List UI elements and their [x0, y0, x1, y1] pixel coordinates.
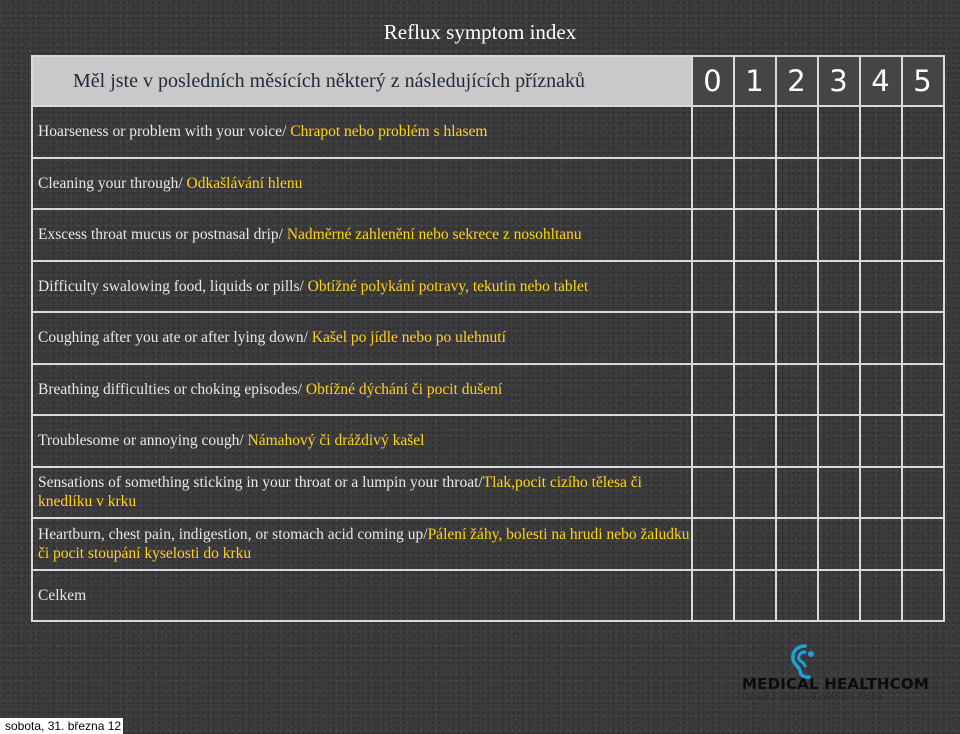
score-cell-1[interactable] — [734, 158, 776, 210]
score-cell-3[interactable] — [818, 158, 860, 210]
symptom-label — [32, 364, 692, 416]
score-cell-3[interactable] — [818, 518, 860, 570]
score-cell-4[interactable] — [860, 261, 902, 313]
score-cell-2[interactable] — [776, 261, 818, 313]
symptom-czech: Obtížné polykání potravy, tekutin nebo tablet — [307, 277, 589, 295]
score-cell-4[interactable] — [860, 106, 902, 158]
symptom-label — [32, 518, 692, 570]
score-cell-5[interactable] — [902, 312, 944, 364]
score-header-2: 2 — [776, 56, 818, 106]
score-cell-5[interactable] — [902, 106, 944, 158]
score-cell-3[interactable] — [818, 570, 860, 622]
score-cell-4[interactable] — [860, 570, 902, 622]
score-cell-2[interactable] — [776, 467, 818, 519]
symptom-czech: Nadměrné zahlenění nebo sekrece z nosohltanu — [286, 226, 582, 244]
score-cell-0[interactable] — [692, 518, 734, 570]
score-cell-1[interactable] — [734, 518, 776, 570]
score-cell-3[interactable] — [818, 467, 860, 519]
symptom-czech: Obtížné dýchání či pocit dušení — [305, 380, 503, 398]
symptom-english: Sensations of something sticking in your throat or a lumpin your throat/ — [38, 474, 483, 492]
score-cell-3[interactable] — [818, 106, 860, 158]
symptom-english: Difficulty swalowing food, liquids or pills/ — [38, 277, 308, 295]
symptom-label — [32, 467, 692, 519]
score-cell-0[interactable] — [692, 467, 734, 519]
score-header-5: 5 — [902, 56, 944, 106]
score-cell-1[interactable] — [734, 312, 776, 364]
table-row — [32, 158, 944, 210]
score-cell-5[interactable] — [902, 467, 944, 519]
score-cell-2[interactable] — [776, 415, 818, 467]
symptom-english: Hoarseness or problem with your voice/ — [38, 123, 291, 141]
symptom-czech: Námahový či dráždivý kašel — [247, 432, 425, 450]
table-row — [32, 415, 944, 467]
symptom-rows — [32, 106, 944, 621]
symptom-czech: Pálení žáhy, bolesti na hrudi nebo žaludku či pocit stoupání kyselosti do krku — [38, 525, 690, 562]
score-cell-4[interactable] — [860, 518, 902, 570]
symptom-english: Exscess throat mucus or postnasal drip/ — [38, 226, 287, 244]
table-row — [32, 106, 944, 158]
score-cell-4[interactable] — [860, 158, 902, 210]
score-cell-2[interactable] — [776, 209, 818, 261]
header-question: Měl jste v posledních měsících některý z následujících příznaků — [32, 56, 692, 106]
symptom-english: Breathing difficulties or choking episodes/ — [38, 380, 306, 398]
score-cell-1[interactable] — [734, 467, 776, 519]
score-cell-0[interactable] — [692, 158, 734, 210]
symptom-label — [32, 158, 692, 210]
symptom-czech: Tlak,pocit cizího tělesa či knedlíku v krku — [38, 474, 642, 511]
score-cell-1[interactable] — [734, 106, 776, 158]
score-cell-5[interactable] — [902, 570, 944, 622]
symptom-table — [31, 55, 945, 622]
table-header-row — [32, 56, 944, 106]
score-cell-2[interactable] — [776, 364, 818, 416]
symptom-czech: Kašel po jídle nebo po ulehnutí — [311, 329, 506, 347]
symptom-label — [32, 415, 692, 467]
score-cell-1[interactable] — [734, 415, 776, 467]
score-cell-5[interactable] — [902, 158, 944, 210]
score-cell-3[interactable] — [818, 209, 860, 261]
symptom-english: Heartburn, chest pain, indigestion, or stomach acid coming up/ — [38, 525, 428, 543]
score-cell-3[interactable] — [818, 261, 860, 313]
score-cell-1[interactable] — [734, 261, 776, 313]
symptom-czech: Odkašlávání hlenu — [186, 174, 303, 192]
symptom-english: Coughing after you ate or after lying down/ — [38, 329, 312, 347]
symptom-label — [32, 209, 692, 261]
score-cell-2[interactable] — [776, 518, 818, 570]
score-cell-0[interactable] — [692, 415, 734, 467]
table-row — [32, 312, 944, 364]
logo-subtitle: Ušové a sluchové centrum Praha — [742, 693, 883, 703]
score-cell-1[interactable] — [734, 364, 776, 416]
table-row — [32, 364, 944, 416]
score-cell-5[interactable] — [902, 261, 944, 313]
score-cell-4[interactable] — [860, 312, 902, 364]
score-cell-4[interactable] — [860, 209, 902, 261]
score-cell-1[interactable] — [734, 570, 776, 622]
score-cell-5[interactable] — [902, 518, 944, 570]
symptom-label — [32, 570, 692, 622]
score-cell-2[interactable] — [776, 570, 818, 622]
symptom-label — [32, 261, 692, 313]
score-cell-3[interactable] — [818, 312, 860, 364]
score-header-1: 1 — [734, 56, 776, 106]
symptom-english: Celkem — [38, 586, 87, 604]
score-cell-0[interactable] — [692, 261, 734, 313]
symptom-label — [32, 106, 692, 158]
score-cell-3[interactable] — [818, 364, 860, 416]
score-cell-3[interactable] — [818, 415, 860, 467]
score-header-0: 0 — [692, 56, 734, 106]
score-cell-0[interactable] — [692, 570, 734, 622]
score-cell-1[interactable] — [734, 209, 776, 261]
symptom-czech: Chrapot nebo problém s hlasem — [290, 123, 488, 141]
table-row — [32, 261, 944, 313]
symptom-english: Troublesome or annoying cough/ — [38, 432, 248, 450]
score-cell-5[interactable] — [902, 209, 944, 261]
score-cell-4[interactable] — [860, 467, 902, 519]
table-row — [32, 467, 944, 519]
score-cell-2[interactable] — [776, 158, 818, 210]
score-cell-4[interactable] — [860, 364, 902, 416]
score-cell-2[interactable] — [776, 106, 818, 158]
score-header-4: 4 — [860, 56, 902, 106]
logo-name: MEDICAL HEALTHCOM — [742, 675, 929, 693]
symptom-english: Cleaning your through/ — [38, 174, 187, 192]
score-cell-5[interactable] — [902, 415, 944, 467]
score-cell-5[interactable] — [902, 364, 944, 416]
score-cell-0[interactable] — [692, 209, 734, 261]
score-cell-2[interactable] — [776, 312, 818, 364]
slide-title: Reflux symptom index — [383, 20, 577, 44]
score-cell-4[interactable] — [860, 415, 902, 467]
score-cell-0[interactable] — [692, 106, 734, 158]
score-header-3: 3 — [818, 56, 860, 106]
footer-date: sobota, 31. března 12 — [0, 718, 123, 734]
symptom-label — [32, 312, 692, 364]
table-row — [32, 518, 944, 570]
score-cell-0[interactable] — [692, 364, 734, 416]
table-row — [32, 209, 944, 261]
table-row — [32, 570, 944, 622]
medical-healthcom-logo — [742, 644, 929, 703]
score-cell-0[interactable] — [692, 312, 734, 364]
